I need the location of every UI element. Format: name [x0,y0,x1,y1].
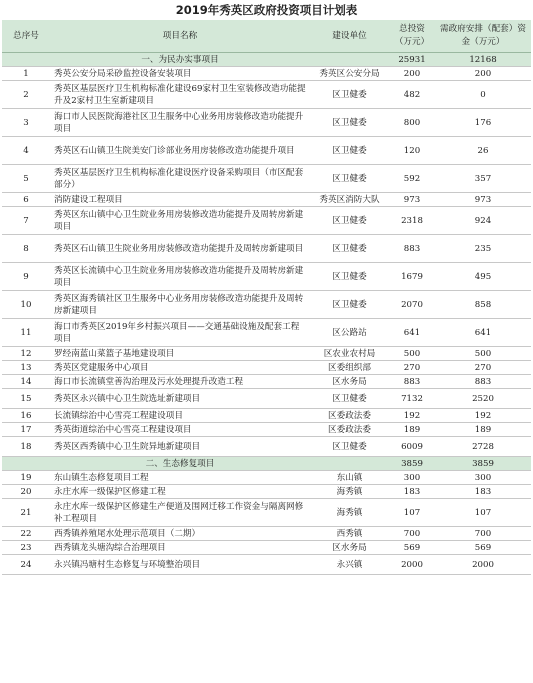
cell-fund: 883 [435,375,531,389]
cell-fund: 2520 [435,389,531,409]
table-row [2,67,531,81]
section-title: 一、为民办实事项目 [50,53,310,67]
section-row [2,53,531,67]
table-row [2,207,531,235]
cell-fund: 357 [435,165,531,193]
cell-name: 海口市人民医院海港社区卫生服务中心业务用房装修改造功能提升项目 [50,109,310,137]
cell-fund: 2000 [435,555,531,575]
cell-seq: 3 [2,109,50,137]
cell-unit: 区卫健委 [310,137,389,165]
cell-total: 300 [389,471,435,485]
cell-unit: 东山镇 [310,471,389,485]
cell-total: 641 [389,319,435,347]
cell-seq: 2 [2,81,50,109]
cell-seq: 19 [2,471,50,485]
cell-unit: 区水务局 [310,541,389,555]
cell-name: 秀英区石山镇卫生院美安门诊部业务用房装修改造功能提升项目 [50,137,310,165]
cell-seq: 1 [2,67,50,81]
table-row [2,471,531,485]
cell-fund: 189 [435,423,531,437]
table-row [2,137,531,165]
cell-fund: 183 [435,485,531,499]
cell-name: 秀英区永兴镇中心卫生院选址新建项目 [50,389,310,409]
cell-name: 秀英区党建服务中心项目 [50,361,310,375]
cell-fund: 270 [435,361,531,375]
cell-name: 罗经南蓝山菜篮子基地建设项目 [50,347,310,361]
page-title: 2019年秀英区政府投资项目计划表 [175,3,358,17]
cell-name: 秀英区西秀镇中心卫生院异地新建项目 [50,437,310,457]
table-row [2,235,531,263]
cell-seq: 4 [2,137,50,165]
cell-seq: 6 [2,193,50,207]
cell-fund: 235 [435,235,531,263]
cell-total: 6009 [389,437,435,457]
table-body [2,53,531,575]
cell-seq: 17 [2,423,50,437]
cell-seq: 14 [2,375,50,389]
cell-seq: 7 [2,207,50,235]
cell-total: 7132 [389,389,435,409]
cell-total: 200 [389,67,435,81]
cell-unit: 区卫健委 [310,207,389,235]
cell-total: 800 [389,109,435,137]
cell-unit: 区卫健委 [310,235,389,263]
cell-unit: 海秀镇 [310,499,389,527]
cell-seq: 11 [2,319,50,347]
cell-total: 883 [389,375,435,389]
cell-unit: 区卫健委 [310,81,389,109]
cell-fund: 641 [435,319,531,347]
cell-fund: 200 [435,67,531,81]
cell-name: 秀英区石山镇卫生院业务用房装修改造功能提升及周转房新建项目 [50,235,310,263]
table-row [2,555,531,575]
cell-total: 973 [389,193,435,207]
cell-fund: 176 [435,109,531,137]
cell-total: 883 [389,235,435,263]
cell-fund: 300 [435,471,531,485]
section-unit [310,457,389,471]
cell-fund: 924 [435,207,531,235]
cell-total: 2318 [389,207,435,235]
cell-seq: 20 [2,485,50,499]
cell-fund: 495 [435,263,531,291]
cell-total: 270 [389,361,435,375]
cell-seq: 13 [2,361,50,375]
cell-total: 183 [389,485,435,499]
cell-name: 海口市长流镇堂善沟治理及污水处理提升改造工程 [50,375,310,389]
table-row [2,109,531,137]
cell-name: 秀英区海秀镇社区卫生服务中心业务用房装修改造功能提升及周转房新建项目 [50,291,310,319]
header-seq: 总序号 [2,20,50,53]
table-row [2,437,531,457]
cell-name: 秀英区东山镇中心卫生院业务用房装修改造功能提升及周转房新建项目 [50,207,310,235]
cell-unit: 海秀镇 [310,485,389,499]
cell-fund: 973 [435,193,531,207]
table-row [2,347,531,361]
cell-name: 长流镇综治中心雪亮工程建设项目 [50,409,310,423]
cell-unit: 区委政法委 [310,423,389,437]
cell-seq: 10 [2,291,50,319]
cell-total: 2000 [389,555,435,575]
cell-fund: 2728 [435,437,531,457]
cell-seq: 24 [2,555,50,575]
section-fund: 12168 [435,53,531,67]
section-seq [2,457,50,471]
section-seq [2,53,50,67]
cell-name: 消防建设工程项目 [50,193,310,207]
cell-seq: 15 [2,389,50,409]
cell-total: 107 [389,499,435,527]
table-row [2,541,531,555]
cell-total: 592 [389,165,435,193]
header-name: 项目名称 [50,20,310,53]
cell-name: 西秀镇龙头塘沟综合治理项目 [50,541,310,555]
table-row [2,361,531,375]
section-fund: 3859 [435,457,531,471]
cell-fund: 107 [435,499,531,527]
cell-name: 永庄水库一级保护区修建工程 [50,485,310,499]
cell-total: 482 [389,81,435,109]
table-row [2,409,531,423]
cell-fund: 26 [435,137,531,165]
cell-fund: 858 [435,291,531,319]
section-total: 3859 [389,457,435,471]
table-row [2,527,531,541]
cell-fund: 192 [435,409,531,423]
header-unit: 建设单位 [310,20,389,53]
cell-name: 永庄水库一级保护区修建生产便道及围网迁移工作资金与隔离网修补工程项目 [50,499,310,527]
cell-unit: 永兴镇 [310,555,389,575]
cell-fund: 0 [435,81,531,109]
investment-table [2,20,531,575]
cell-unit: 区卫健委 [310,437,389,457]
cell-seq: 9 [2,263,50,291]
cell-name: 海口市秀英区2019年乡村振兴项目——交通基础设施及配套工程项目 [50,319,310,347]
table-row [2,499,531,527]
cell-seq: 22 [2,527,50,541]
cell-name: 西秀镇养殖尾水处理示范项目（二期） [50,527,310,541]
cell-total: 189 [389,423,435,437]
cell-unit: 区委组织部 [310,361,389,375]
cell-name: 秀英公安分局采砂监控设备安装项目 [50,67,310,81]
cell-unit: 区卫健委 [310,291,389,319]
cell-name: 东山镇生态修复项目工程 [50,471,310,485]
table-row [2,291,531,319]
cell-name: 秀英区基层医疗卫生机构标准化建设医疗设备采购项目（市区配套部分） [50,165,310,193]
cell-unit: 秀英区公安分局 [310,67,389,81]
table-header-row [2,20,531,53]
cell-unit: 区农业农村局 [310,347,389,361]
table-row [2,485,531,499]
cell-seq: 23 [2,541,50,555]
section-total: 25931 [389,53,435,67]
section-row [2,457,531,471]
table-row [2,375,531,389]
cell-total: 569 [389,541,435,555]
table-row [2,193,531,207]
cell-unit: 区公路站 [310,319,389,347]
header-fund: 需政府安排（配套）资金（万元） [435,20,531,53]
cell-unit: 区卫健委 [310,165,389,193]
section-title: 二、生态修复项目 [50,457,310,471]
cell-unit: 区委政法委 [310,409,389,423]
cell-fund: 700 [435,527,531,541]
cell-unit: 西秀镇 [310,527,389,541]
cell-total: 120 [389,137,435,165]
cell-unit: 区卫健委 [310,109,389,137]
cell-total: 192 [389,409,435,423]
cell-fund: 500 [435,347,531,361]
cell-name: 秀英区基层医疗卫生机构标准化建设69家村卫生室装修改造功能提升及2家村卫生室新建项目 [50,81,310,109]
cell-name: 秀英街道综治中心雪亮工程建设项目 [50,423,310,437]
cell-total: 700 [389,527,435,541]
table-row [2,423,531,437]
cell-seq: 5 [2,165,50,193]
cell-total: 500 [389,347,435,361]
cell-seq: 21 [2,499,50,527]
cell-name: 永兴镇冯塘村生态修复与环境整治项目 [50,555,310,575]
cell-total: 2070 [389,291,435,319]
table-row [2,263,531,291]
cell-seq: 18 [2,437,50,457]
cell-unit: 区卫健委 [310,263,389,291]
table-row [2,389,531,409]
cell-seq: 16 [2,409,50,423]
cell-name: 秀英区长流镇中心卫生院业务用房装修改造功能提升及周转房新建项目 [50,263,310,291]
cell-unit: 区水务局 [310,375,389,389]
table-row [2,81,531,109]
table-row [2,319,531,347]
section-unit [310,53,389,67]
cell-total: 1679 [389,263,435,291]
table-row [2,165,531,193]
cell-unit: 秀英区消防大队 [310,193,389,207]
cell-unit: 区卫健委 [310,389,389,409]
cell-fund: 569 [435,541,531,555]
cell-seq: 12 [2,347,50,361]
cell-seq: 8 [2,235,50,263]
header-total: 总投资（万元） [389,20,435,53]
